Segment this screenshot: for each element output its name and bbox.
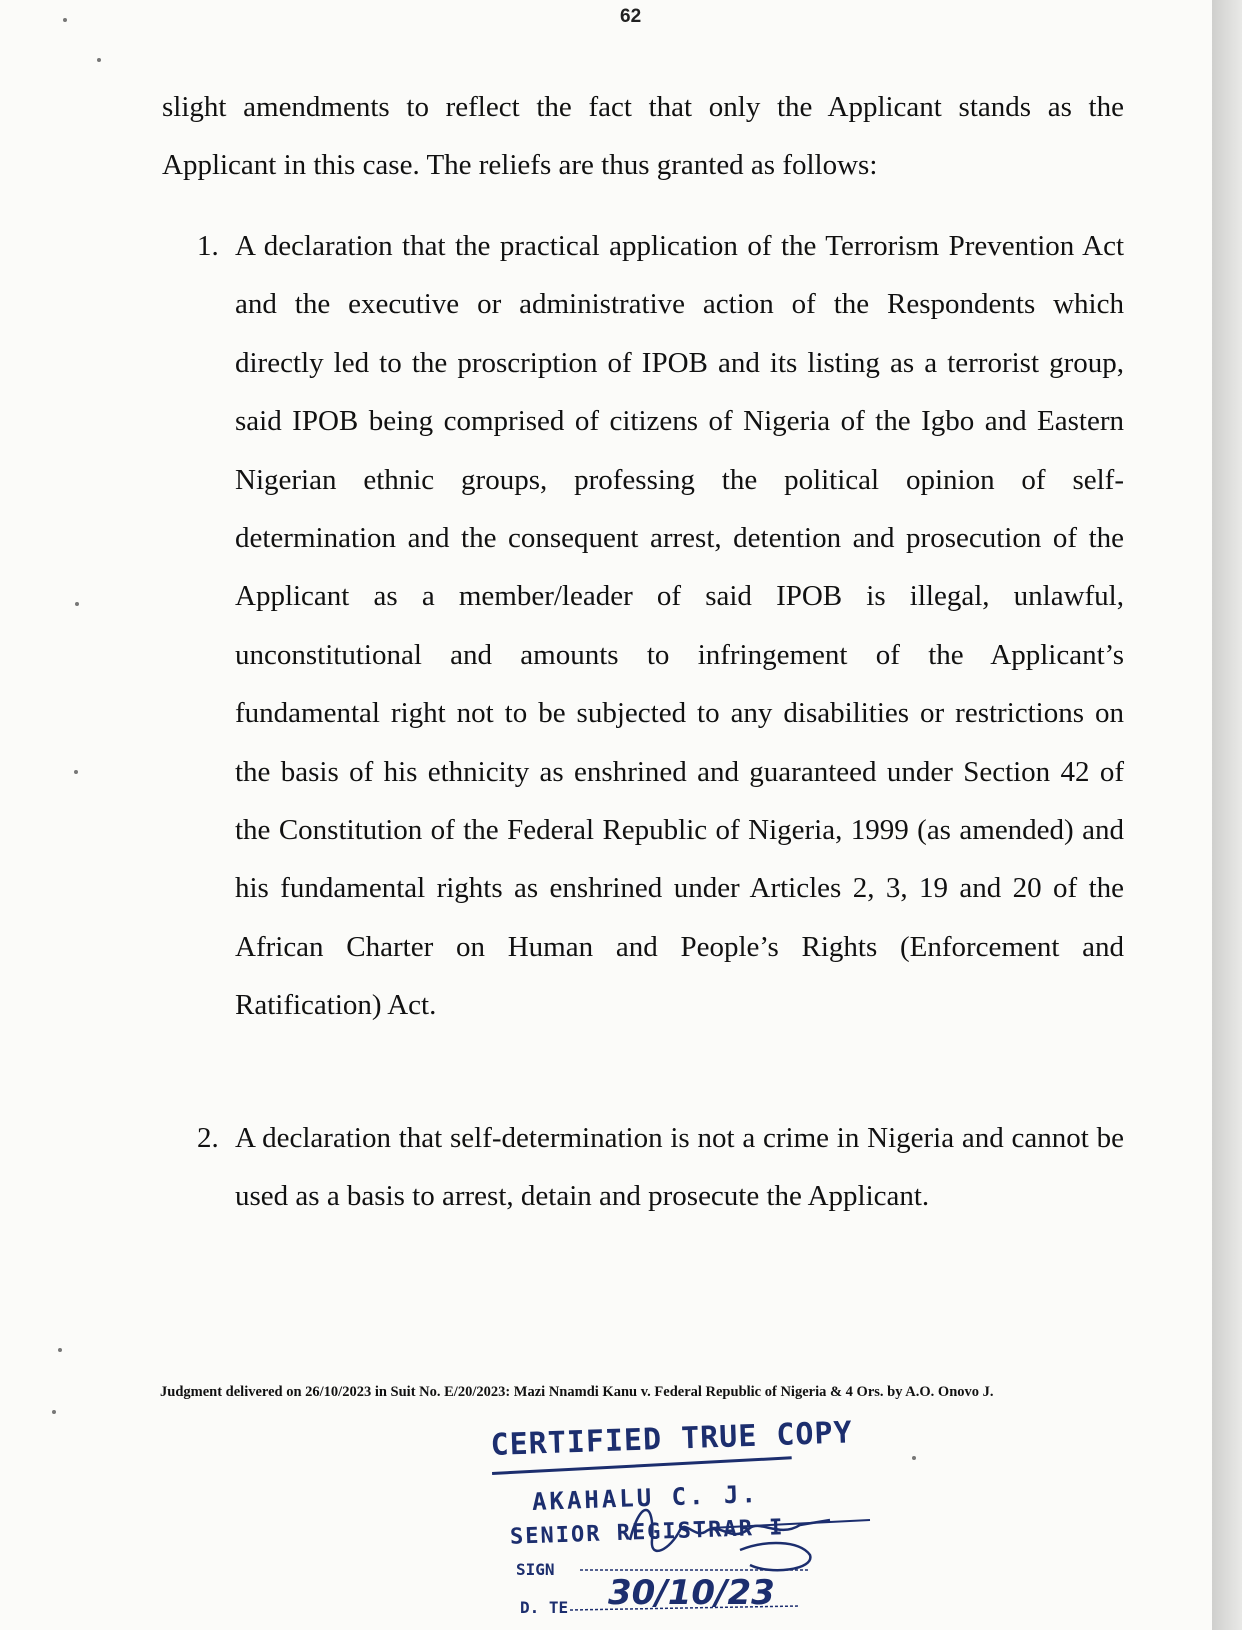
- scan-speck: [58, 1348, 62, 1352]
- relief-text: A declaration that self-determination is not a crime in Nigeria and cannot be used as a basis to arrest, detain and prosecute the Applicant.: [235, 1122, 1124, 1213]
- page-edge-shadow: [1212, 0, 1242, 1630]
- stamp-registrar-name: AKAHALU C. J.: [531, 1480, 760, 1516]
- certified-true-copy-stamp: [480, 1415, 880, 1630]
- judgment-footer: Judgment delivered on 26/10/2023 in Suit No. E/20/2023: Mazi Nnamdi Kanu v. Federal Republic of Nigeria & 4 Ors. by A.O. Onovo J.: [160, 1384, 994, 1400]
- relief-text: A declaration that the practical application of the Terrorism Prevention Act and the executive or administrative action of the Respondents which directly led to the proscription of IPOB and its listing as a terrorist group, said IPOB being comprised of citizens of Nigeria of the Igbo and Eastern Nigerian ethnic groups, professing the political opinion of self-determination and the consequent arrest, detention and prosecution of the Applicant as a member/leader of said IPOB is illegal, unlawful, unconstitutional and amounts to infringement of the Applicant’s fundamental right not to be subjected to any disabilities or restrictions on the basis of his ethnicity as enshrined and guaranteed under Section 42 of the Constitution of the Federal Republic of Nigeria, 1999 (as amended) and his fundamental rights as enshrined under Articles 2, 3, 19 and 20 of the African Charter on Human and People’s Rights (Enforcement and Ratification) Act.: [235, 230, 1124, 1022]
- page-number: 62: [620, 6, 642, 27]
- scan-speck: [97, 58, 101, 62]
- stamp-registrar-role: SENIOR REGISTRAR I: [509, 1515, 785, 1550]
- relief-item-2: [197, 1109, 1124, 1226]
- stamp-sign-label: SIGN: [516, 1560, 555, 1579]
- relief-item-1: [197, 217, 1124, 1035]
- scan-speck: [75, 602, 79, 606]
- handwritten-signature: [480, 1420, 880, 1630]
- scan-speck: [912, 1456, 916, 1460]
- intro-paragraph: slight amendments to reflect the fact that only the Applicant stands as the Applicant in this case. The reliefs are thus granted as follows:: [162, 91, 1124, 181]
- signature-flourish: [740, 1543, 810, 1570]
- stamp-date-label: D. TE: [520, 1598, 569, 1617]
- handwritten-date: 30/10/23: [608, 1573, 775, 1613]
- signature-stroke: [630, 1510, 830, 1551]
- relief-number: 2.: [197, 1122, 219, 1154]
- scan-speck: [74, 770, 78, 774]
- signature-line: [710, 1520, 870, 1528]
- scan-speck: [63, 18, 67, 22]
- stamp-title: CERTIFIED TRUE COPY: [490, 1415, 854, 1463]
- scan-speck: [52, 1410, 56, 1414]
- relief-number: 1.: [197, 230, 219, 262]
